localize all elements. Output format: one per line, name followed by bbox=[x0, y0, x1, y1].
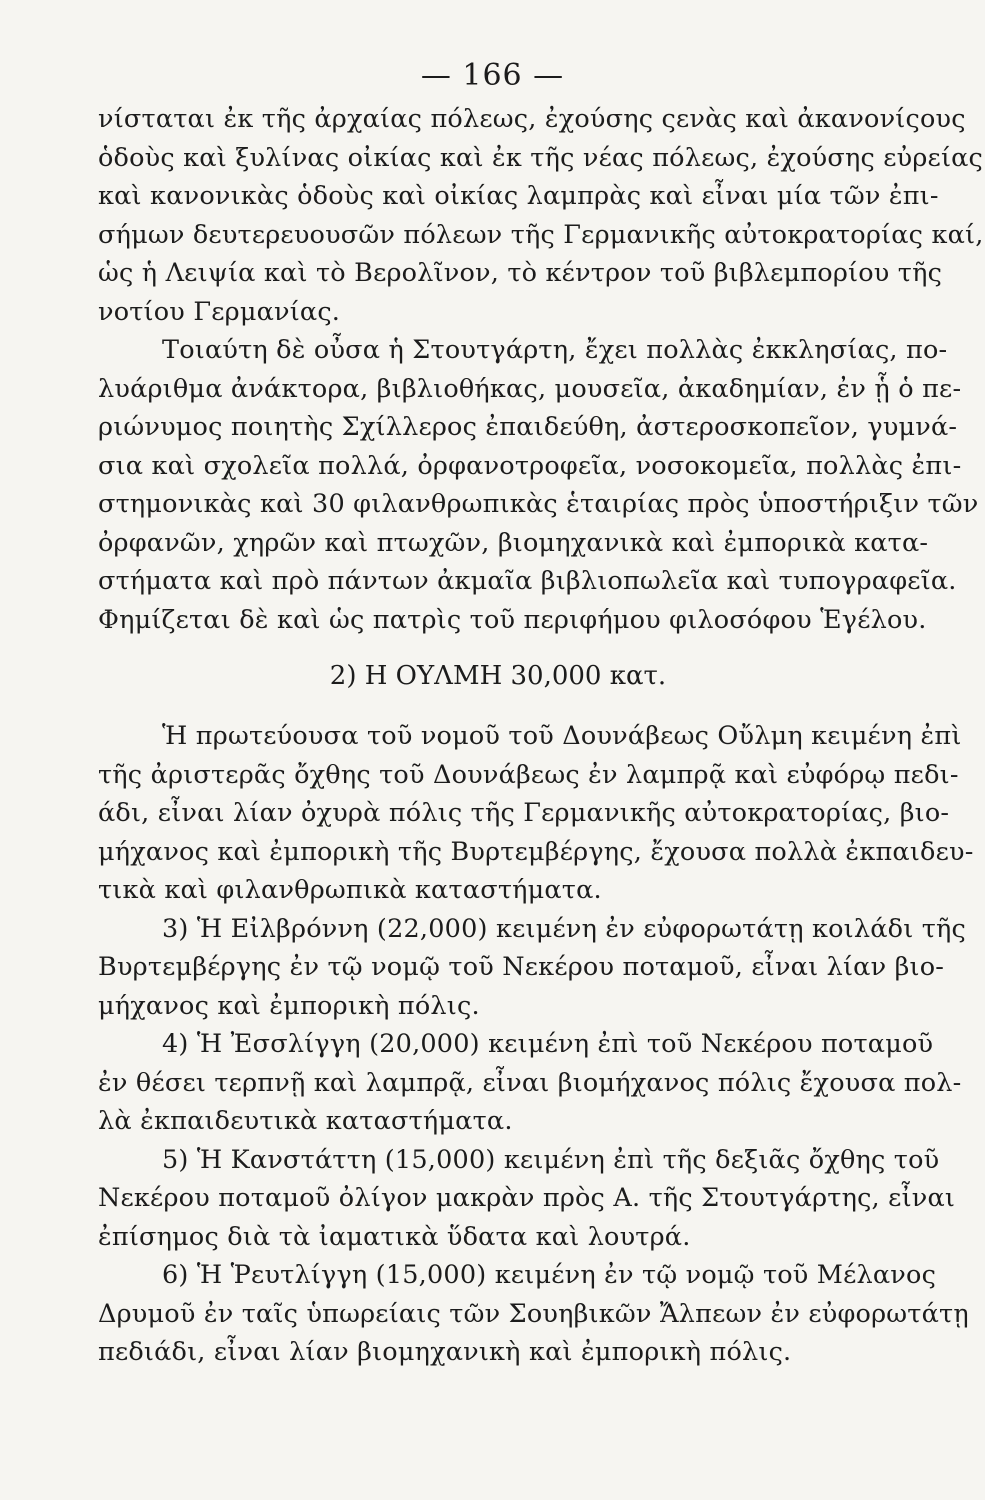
text-line: ριώνυμος ποιητὴς Σχίλλερος ἐπαιδεύθη, ἀστεροσκοπεῖον, γυμνά- bbox=[98, 412, 958, 442]
text-line: 6) Ἡ Ῥευτλίγγη (15,000) κειμένη ἐν τῷ νομῷ τοῦ Μέλανος bbox=[162, 1260, 937, 1290]
text-line: ἐν θέσει τερπνῇ καὶ λαμπρᾷ, εἶναι βιομήχανος πόλις ἔχουσα πολ- bbox=[98, 1067, 962, 1098]
text-line: ἐπίσημος διὰ τὰ ἰαματικὰ ὕδατα καὶ λουτρά. bbox=[98, 1221, 691, 1252]
text-line: νίσταται ἐκ τῆς ἀρχαίας πόλεως, ἐχούσης ςενὰς καὶ ἀκανονίςους bbox=[98, 104, 966, 134]
text-line: Φημίζεται δὲ καὶ ὡς πατρὶς τοῦ περιφήμου φιλοσόφου Ἑγέλου. bbox=[98, 604, 927, 635]
paragraph bbox=[98, 1141, 956, 1257]
text-line: μήχανος καὶ ἐμπορικὴ πόλις. bbox=[98, 990, 480, 1021]
text-line: Βυρτεμβέργης ἐν τῷ νομῷ τοῦ Νεκέρου ποταμοῦ, εἶναι λίαν βιο- bbox=[98, 952, 945, 982]
text-line: νοτίου Γερμανίας. bbox=[98, 296, 341, 327]
section-heading: 2) Η ΟΥΛΜΗ 30,000 κατ. bbox=[329, 661, 667, 691]
text-line: άδι, εἶναι λίαν ὀχυρὰ πόλις τῆς Γερμανικῆς αὐτοκρατορίας, βιο- bbox=[98, 798, 950, 828]
text-line: τικὰ καὶ φιλανθρωπικὰ καταστήματα. bbox=[98, 875, 602, 905]
text-line: λὰ ἐκπαιδευτικὰ καταστήματα. bbox=[98, 1106, 513, 1136]
text-line: Νεκέρου ποταμοῦ ὀλίγον μακρὰν πρὸς Α. τῆς Στουτγάρτης, εἶναι bbox=[98, 1183, 956, 1213]
text-line: σήμων δευτερευουσῶν πόλεων τῆς Γερμανικῆς αὐτοκρατορίας καί, bbox=[98, 219, 984, 250]
paragraph bbox=[98, 331, 979, 639]
text-line: 5) Ἡ Κανστάττη (15,000) κειμένη ἐπὶ τῆς δεξιᾶς ὄχθης τοῦ bbox=[162, 1144, 940, 1175]
text-line: ὁδοὺς καὶ ξυλίνας οἰκίας καὶ ἐκ τῆς νέας πόλεως, ἐχούσης εὐρείας bbox=[98, 142, 984, 173]
paragraph bbox=[98, 1025, 962, 1141]
text-line: στήματα καὶ πρὸ πάντων ἀκμαῖα βιβλιοπωλεῖα καὶ τυπογραφεῖα. bbox=[98, 566, 957, 596]
text-line: Ἡ πρωτεύουσα τοῦ νομοῦ τοῦ Δουνάβεως Οὔλμη κειμένη ἐπὶ bbox=[162, 721, 962, 751]
text-line: Δρυμοῦ ἐν ταῖς ὑπωρείαις τῶν Σουηβικῶν Ἄλπεων ἐν εὐφορωτάτῃ bbox=[98, 1298, 969, 1329]
paragraph bbox=[98, 100, 984, 331]
paragraph bbox=[98, 717, 974, 910]
text-line: 3) Ἡ Εἰλβρόννη (22,000) κειμένη ἐν εὐφορωτάτῃ κοιλάδι τῆς bbox=[162, 913, 966, 944]
text-line: ὡς ἡ Λειψία καὶ τὸ Βερολῖνον, τὸ κέντρον τοῦ βιβλεμπορίου τῆς bbox=[98, 258, 943, 288]
page-body bbox=[98, 100, 984, 1372]
text-line: μήχανος καὶ ἐμπορικὴ τῆς Βυρτεμβέργης, ἔχουσα πολλὰ ἐκπαιδευ- bbox=[98, 836, 974, 867]
text-line: ὀρφανῶν, χηρῶν καὶ πτωχῶν, βιομηχανικὰ καὶ ἐμπορικὰ κατα- bbox=[98, 527, 929, 558]
page-number: — 166 — bbox=[420, 58, 565, 93]
text-line: πεδιάδι, εἶναι λίαν βιομηχανικὴ καὶ ἐμπορικὴ πόλις. bbox=[98, 1337, 792, 1367]
text-line: τῆς ἀριστερᾶς ὄχθης τοῦ Δουνάβεως ἐν λαμπρᾷ καὶ εὐφόρῳ πεδι- bbox=[98, 759, 959, 790]
text-line: καὶ κανονικὰς ὁδοὺς καὶ οἰκίας λαμπρὰς καὶ εἶναι μία τῶν ἐπι- bbox=[98, 181, 939, 211]
text-line: 4) Ἡ Ἐσσλίγγη (20,000) κειμένη ἐπὶ τοῦ Νεκέρου ποταμοῦ bbox=[162, 1029, 934, 1059]
paragraph bbox=[98, 1256, 969, 1372]
text-line: Τοιαύτη δὲ οὖσα ἡ Στουτγάρτη, ἔχει πολλὰς ἐκκλησίας, πο- bbox=[162, 335, 948, 365]
text-line: λυάριθμα ἀνάκτορα, βιβλιοθήκας, μουσεῖα, ἀκαδημίαν, ἐν ᾗ ὁ πε- bbox=[98, 373, 962, 404]
text-line: στημονικὰς καὶ 30 φιλανθρωπικὰς ἑταιρίας πρὸς ὑποστήριξιν τῶν bbox=[98, 489, 979, 519]
paragraph bbox=[98, 910, 966, 1026]
text-line: σια καὶ σχολεῖα πολλά, ὀρφανοτροφεῖα, νοσοκομεῖα, πολλὰς ἐπι- bbox=[98, 450, 962, 481]
